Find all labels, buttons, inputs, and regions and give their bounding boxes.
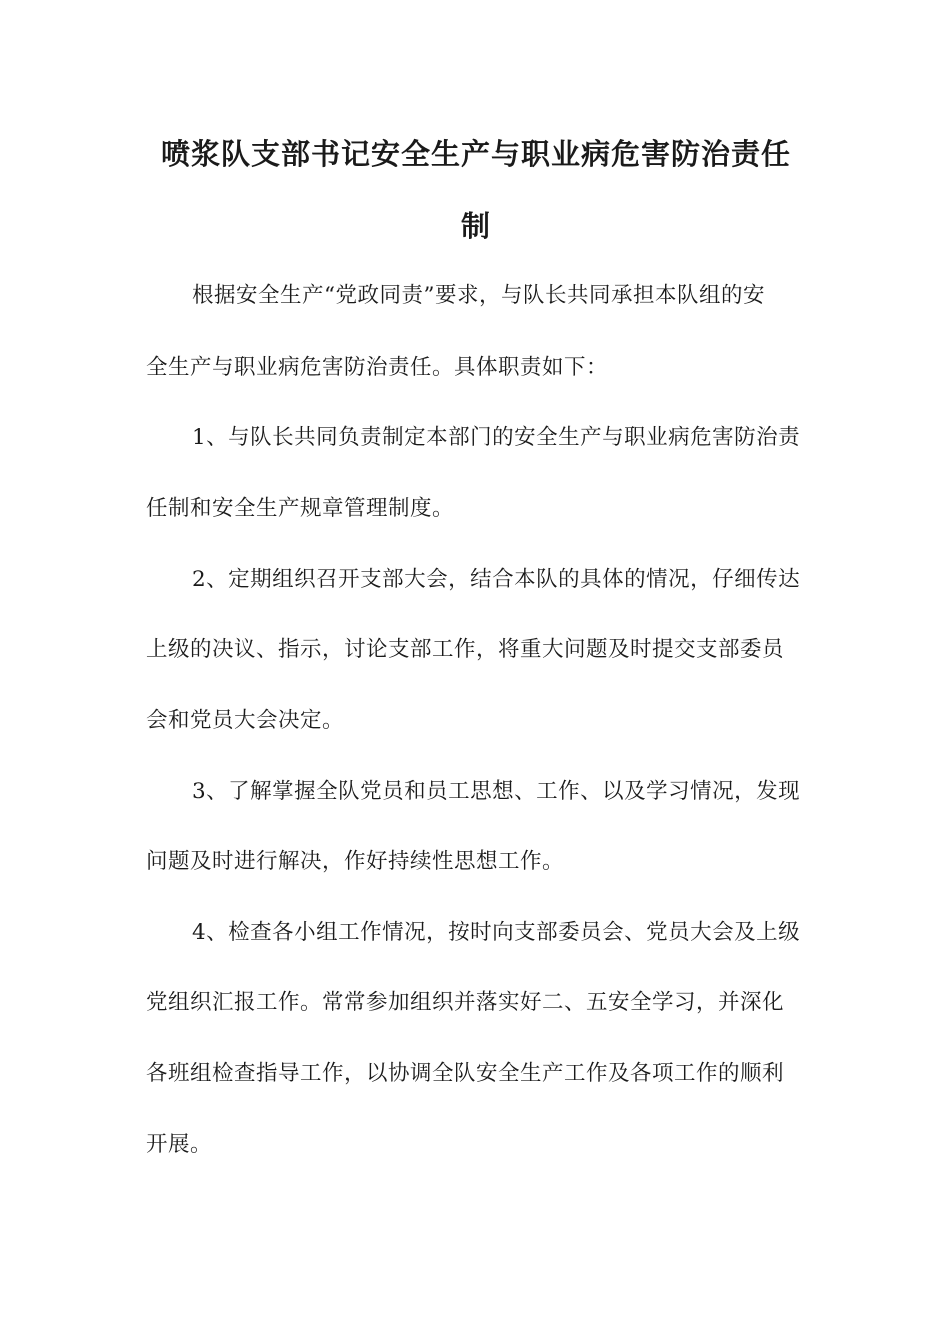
paragraph-item-3-line-1: 3、了解掌握全队党员和员工思想、工作、以及学习情况，发现 bbox=[192, 779, 801, 804]
paragraph-item-2-line-1: 2、定期组织召开支部大会，结合本队的具体的情况，仔细传达 bbox=[192, 567, 801, 592]
paragraph-item-4-line-4: 开展。 bbox=[146, 1132, 213, 1157]
paragraph-item-1-line-2: 任制和安全生产规章管理制度。 bbox=[146, 496, 455, 521]
paragraph-item-1-line-1: 1、与队长共同负责制定本部门的安全生产与职业病危害防治责 bbox=[192, 425, 801, 450]
paragraph-intro-line-1: 根据安全生产“党政同责”要求，与队长共同承担本队组的安 bbox=[192, 283, 765, 308]
document-title-line-2: 制 bbox=[460, 209, 491, 243]
paragraph-item-4-line-1: 4、检查各小组工作情况，按时向支部委员会、党员大会及上级 bbox=[192, 920, 801, 945]
paragraph-item-2-line-2: 上级的决议、指示，讨论支部工作，将重大问题及时提交支部委员 bbox=[146, 637, 785, 662]
paragraph-intro-line-2: 全生产与职业病危害防治责任。具体职责如下： bbox=[146, 355, 609, 380]
paragraph-item-4-line-3: 各班组检查指导工作，以协调全队安全生产工作及各项工作的顺利 bbox=[146, 1061, 785, 1086]
document-title-line-1: 喷浆队支部书记安全生产与职业病危害防治责任 bbox=[160, 137, 791, 171]
paragraph-item-2-line-3: 会和党员大会决定。 bbox=[146, 708, 345, 733]
paragraph-item-3-line-2: 问题及时进行解决，作好持续性思想工作。 bbox=[146, 849, 565, 874]
paragraph-item-4-line-2: 党组织汇报工作。常常参加组织并落实好二、五安全学习，并深化 bbox=[146, 990, 785, 1015]
